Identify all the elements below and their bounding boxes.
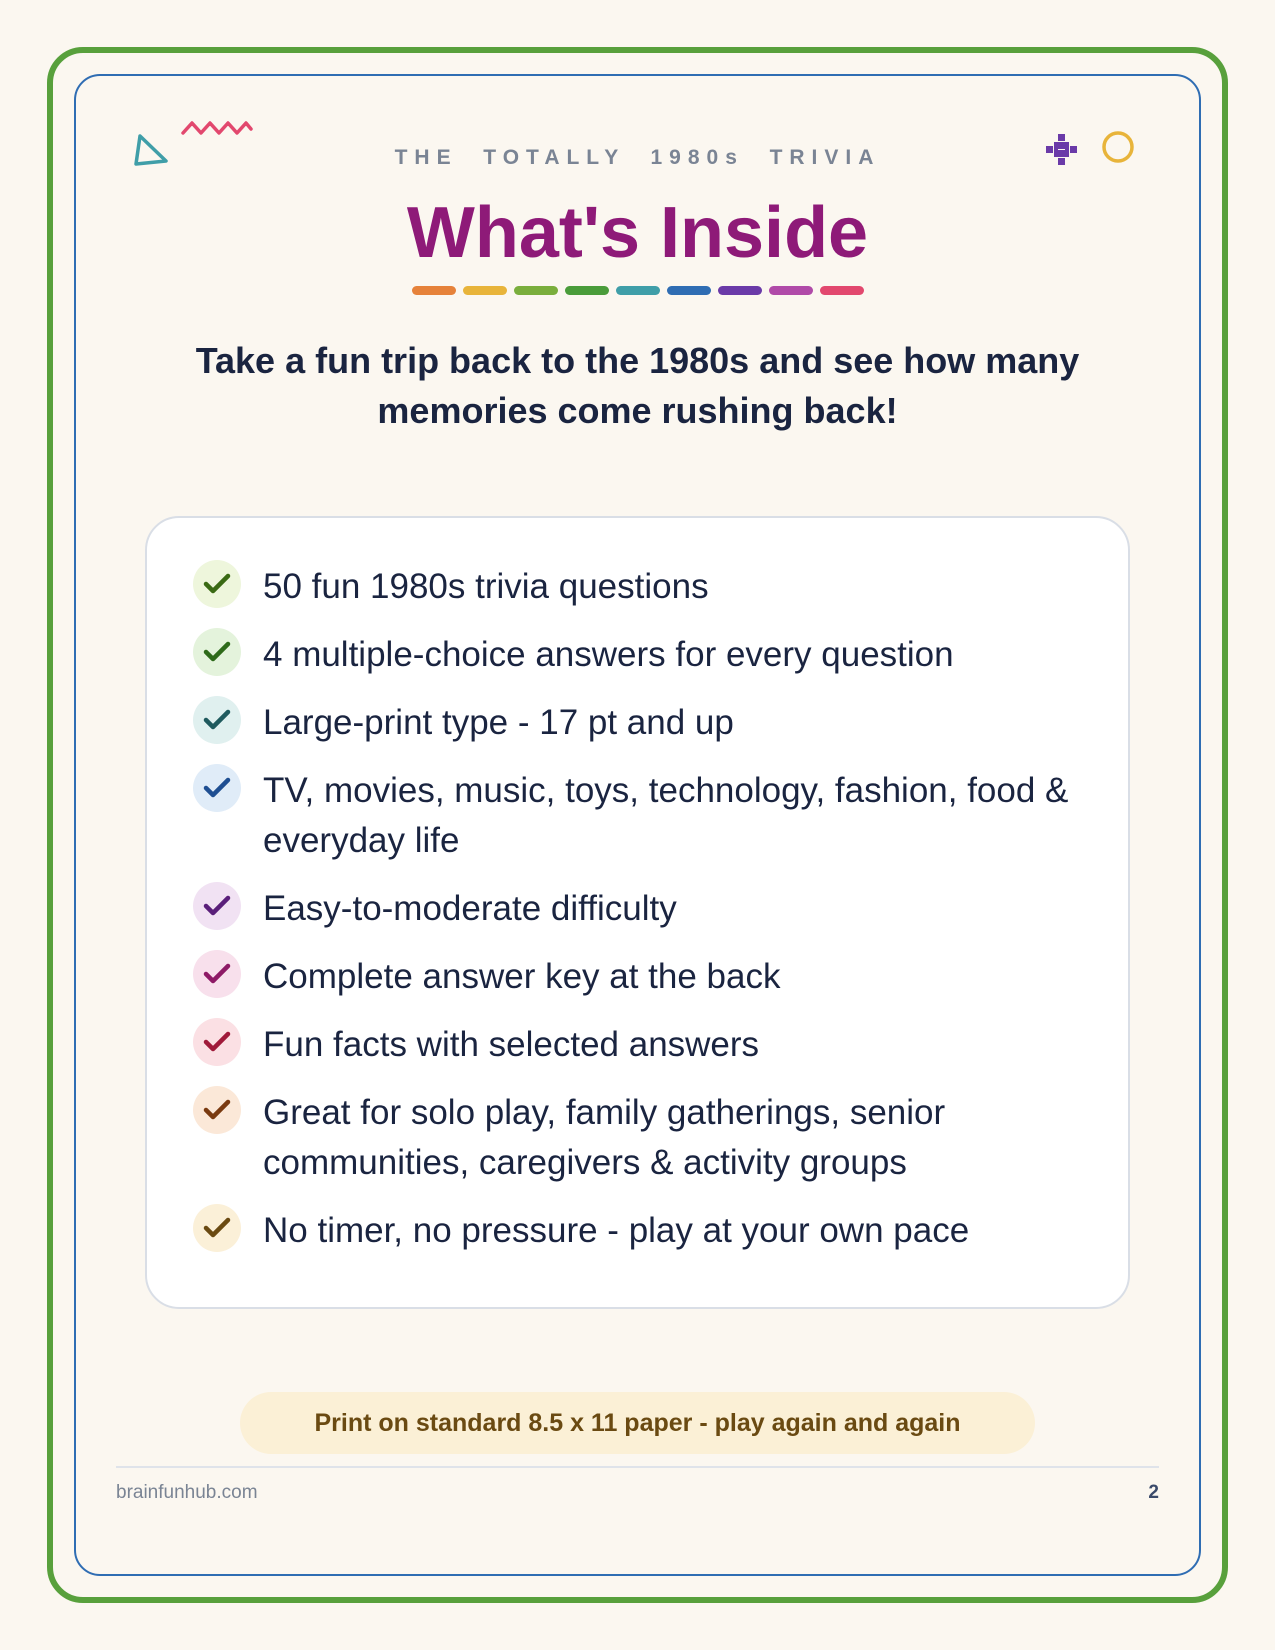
check-icon [193,950,241,998]
features-list [193,562,1093,1274]
rainbow-divider [0,286,1275,295]
feature-text: Large-print type - 17 pt and up [263,703,734,742]
features-card [145,516,1130,1309]
site-url: brainfunhub.com [116,1482,258,1503]
footer-divider [116,1466,1159,1468]
feature-text: Great for solo play, family gatherings, senior communities, caregivers & activity groups [263,1093,946,1182]
check-icon [193,628,241,676]
check-icon [193,1086,241,1134]
feature-item [193,1020,1093,1070]
feature-item [193,884,1093,934]
check-icon [193,764,241,812]
feature-item [193,952,1093,1002]
rainbow-segment [565,286,609,295]
feature-item [193,562,1093,612]
feature-item [193,1206,1093,1256]
page-title: What's Inside [406,193,869,273]
zigzag-icon [181,117,253,137]
feature-item [193,698,1093,748]
feature-text: Easy-to-moderate difficulty [263,889,677,928]
rainbow-segment [514,286,558,295]
rainbow-segment [463,286,507,295]
check-icon [193,560,241,608]
feature-item [193,766,1093,866]
rainbow-segment [769,286,813,295]
check-icon [193,1018,241,1066]
feature-item [193,630,1093,680]
print-note: Print on standard 8.5 x 11 paper - play again and again [240,1392,1035,1454]
check-icon [193,1204,241,1252]
feature-text: TV, movies, music, toys, technology, fashion, food & everyday life [263,771,1069,860]
rainbow-segment [718,286,762,295]
rainbow-segment [412,286,456,295]
page-number: 2 [1148,1482,1159,1503]
rainbow-segment [820,286,864,295]
feature-text: Fun facts with selected answers [263,1025,760,1064]
feature-text: 50 fun 1980s trivia questions [263,567,709,606]
eyebrow-label: THE TOTALLY 1980s TRIVIA [394,146,881,169]
intro-text: Take a fun trip back to the 1980s and see how many memories come rushing back! [195,340,1080,431]
feature-text: 4 multiple-choice answers for every question [263,635,954,674]
feature-text: Complete answer key at the back [263,957,781,996]
rainbow-segment [616,286,660,295]
feature-item [193,1088,1093,1188]
feature-text: No timer, no pressure - play at your own pace [263,1211,970,1250]
check-icon [193,696,241,744]
rainbow-segment [667,286,711,295]
check-icon [193,882,241,930]
